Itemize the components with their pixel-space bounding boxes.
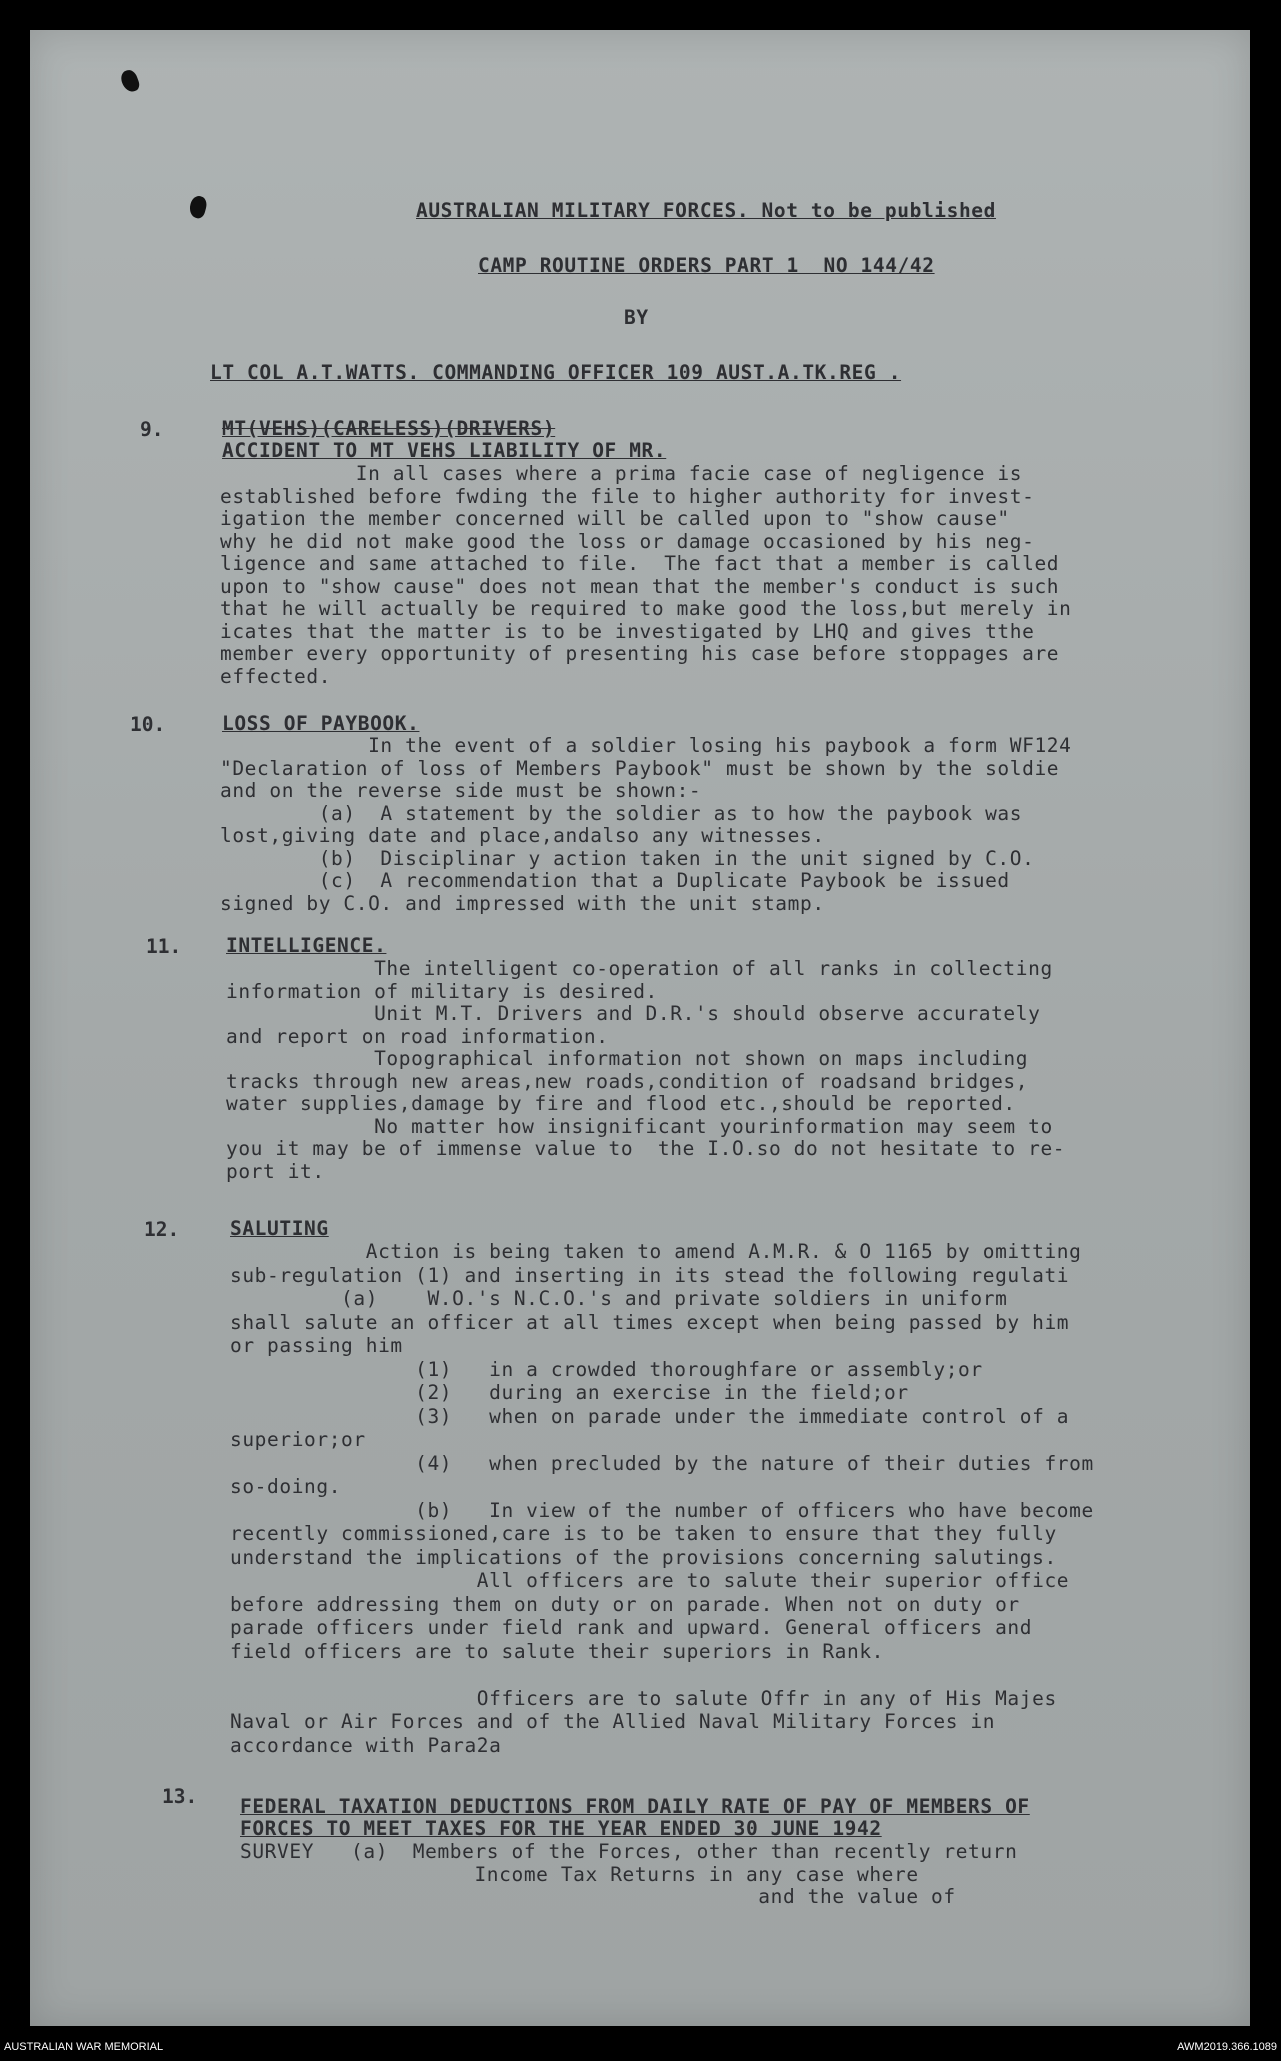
- section-heading: SALUTING: [230, 1217, 329, 1240]
- body-line: accordance with Para2a: [230, 1733, 502, 1757]
- section-body: [220, 463, 1071, 688]
- body-line: port it.: [226, 1159, 325, 1183]
- section-heading-continued: FORCES TO MEET TAXES FOR THE YEAR ENDED 30 JUNE 1942: [240, 1817, 882, 1840]
- body-line: Topographical information not shown on maps including: [226, 1047, 1029, 1070]
- body-line: All officers are to salute their superior office: [230, 1569, 1070, 1592]
- body-line: signed by C.O. and impressed with the unit stamp.: [220, 891, 825, 915]
- body-line: No matter how insignificant yourinformation may seem to: [226, 1114, 1053, 1138]
- body-line: water supplies,damage by fire and flood etc.,should be reported.: [226, 1092, 1016, 1115]
- header-by: BY: [624, 306, 649, 329]
- body-line: Income Tax Returns in any case where: [240, 1862, 919, 1886]
- section-number: 9.: [140, 418, 164, 441]
- body-line: Naval or Air Forces and of the Allied Naval Military Forces in: [230, 1710, 996, 1733]
- body-line: or passing him: [230, 1334, 403, 1357]
- body-line: (a) W.O.'s N.C.O.'s and private soldiers in uniform: [230, 1287, 1008, 1310]
- header-signatory: LT COL A.T.WATTS. COMMANDING OFFICER 109 AUST.A.TK.REG .: [210, 361, 902, 384]
- body-line: established before fwding the file to higher authority for invest-: [220, 484, 1035, 508]
- header-orders: CAMP ROUTINE ORDERS PART 1 NO 144/42: [478, 254, 935, 277]
- section-heading: LOSS OF PAYBOOK.: [222, 712, 420, 735]
- body-line: why he did not make good the loss or damage occasioned by his neg-: [220, 529, 1035, 553]
- body-line: recently commissioned,care is to be taken to ensure that they fully: [230, 1522, 1057, 1545]
- body-line: lost,giving date and place,andalso any witnesses.: [220, 824, 825, 847]
- header-title: AUSTRALIAN MILITARY FORCES. Not to be published: [416, 199, 996, 222]
- body-line: and the value of: [240, 1885, 956, 1908]
- body-line: that he will actually be required to make good the loss,but merely in: [220, 597, 1072, 620]
- body-line: member every opportunity of presenting his case before stoppages are: [220, 642, 1060, 665]
- body-line: sub-regulation (1) and inserting in its stead the following regulati: [230, 1263, 1070, 1287]
- body-line: before addressing them on duty or on parade. When not on duty or: [230, 1592, 1020, 1616]
- body-line: (b) Disciplinar y action taken in the unit signed by C.O.: [220, 846, 1035, 870]
- section-body: [240, 1841, 1017, 1909]
- punch-hole: [187, 194, 208, 219]
- body-line: In all cases where a prima facie case of negligence is: [220, 462, 1023, 485]
- body-line: ligence and same attached to file. The fact that a member is called: [220, 552, 1060, 575]
- section-heading: FEDERAL TAXATION DEDUCTIONS FROM DAILY RATE OF PAY OF MEMBERS OF: [240, 1795, 1030, 1818]
- section-heading: INTELLIGENCE.: [226, 934, 387, 957]
- footer-credit: AUSTRALIAN WAR MEMORIAL: [4, 2041, 164, 2053]
- punch-hole: [119, 68, 142, 94]
- body-line: and on the reverse side must be shown:-: [220, 779, 702, 802]
- body-line: Officers are to salute Offr in any of His Majes: [230, 1686, 1057, 1710]
- body-line: you it may be of immense value to the I.O.so do not hesitate to re-: [226, 1137, 1066, 1160]
- section-number: 13.: [162, 1785, 198, 1808]
- body-line: understand the implications of the provisions concerning salutings.: [230, 1545, 1057, 1569]
- section-body: [230, 1240, 1094, 1757]
- body-line: (2) during an exercise in the field;or: [230, 1381, 909, 1404]
- body-line: (4) when precluded by the nature of their duties from: [230, 1451, 1094, 1475]
- body-line: so-doing.: [230, 1475, 342, 1498]
- body-line: parade officers under field rank and upward. General officers and: [230, 1616, 1033, 1639]
- section-body: [226, 958, 1065, 1183]
- body-line: superior;or: [230, 1428, 366, 1451]
- body-line: (a) A statement by the soldier as to how the paybook was: [220, 801, 1023, 825]
- body-line: igation the member concerned will be called upon to "show cause": [220, 507, 1010, 530]
- section-heading-struck: MT(VEHS)(CARELESS)(DRIVERS): [222, 417, 556, 440]
- body-line: upon to "show cause" does not mean that the member's conduct is such: [220, 574, 1060, 598]
- body-line: and report on road information.: [226, 1024, 609, 1048]
- section-body: [220, 735, 1071, 915]
- body-line: "Declaration of loss of Members Paybook" must be shown by the soldie: [220, 756, 1060, 780]
- body-line: (3) when on parade under the immediate control of a: [230, 1404, 1070, 1428]
- footer-reference: AWM2019.366.1089: [1177, 2041, 1277, 2053]
- section-number: 11.: [146, 935, 182, 958]
- body-line: effected.: [220, 664, 332, 688]
- section-number: 12.: [144, 1218, 180, 1241]
- document-page: [30, 30, 1250, 2026]
- section-heading: ACCIDENT TO MT VEHS LIABILITY OF MR.: [222, 439, 667, 462]
- body-line: The intelligent co-operation of all ranks in collecting: [226, 957, 1053, 980]
- body-line: (b) In view of the number of officers who have become: [230, 1498, 1094, 1522]
- body-line: information of military is desired.: [226, 979, 658, 1003]
- body-line: tracks through new areas,new roads,condition of roadsand bridges,: [226, 1069, 1029, 1093]
- body-line: Unit M.T. Drivers and D.R.'s should observe accurately: [226, 1002, 1041, 1025]
- body-line: (c) A recommendation that a Duplicate Paybook be issued: [220, 869, 1010, 892]
- body-line: shall salute an officer at all times except when being passed by him: [230, 1310, 1070, 1334]
- body-line: icates that the matter is to be investigated by LHQ and gives tthe: [220, 619, 1035, 643]
- body-line: Action is being taken to amend A.M.R. & O 1165 by omitting: [230, 1240, 1082, 1263]
- body-line: (1) in a crowded thoroughfare or assembly;or: [230, 1357, 983, 1381]
- body-line: SURVEY (a) Members of the Forces, other than recently return: [240, 1840, 1018, 1863]
- footer-bar: [0, 2033, 1281, 2061]
- body-line: In the event of a soldier losing his paybook a form WF124: [220, 734, 1072, 757]
- section-number: 10.: [130, 713, 166, 736]
- body-line: [230, 1663, 1094, 1687]
- body-line: field officers are to salute their superiors in Rank.: [230, 1639, 885, 1663]
